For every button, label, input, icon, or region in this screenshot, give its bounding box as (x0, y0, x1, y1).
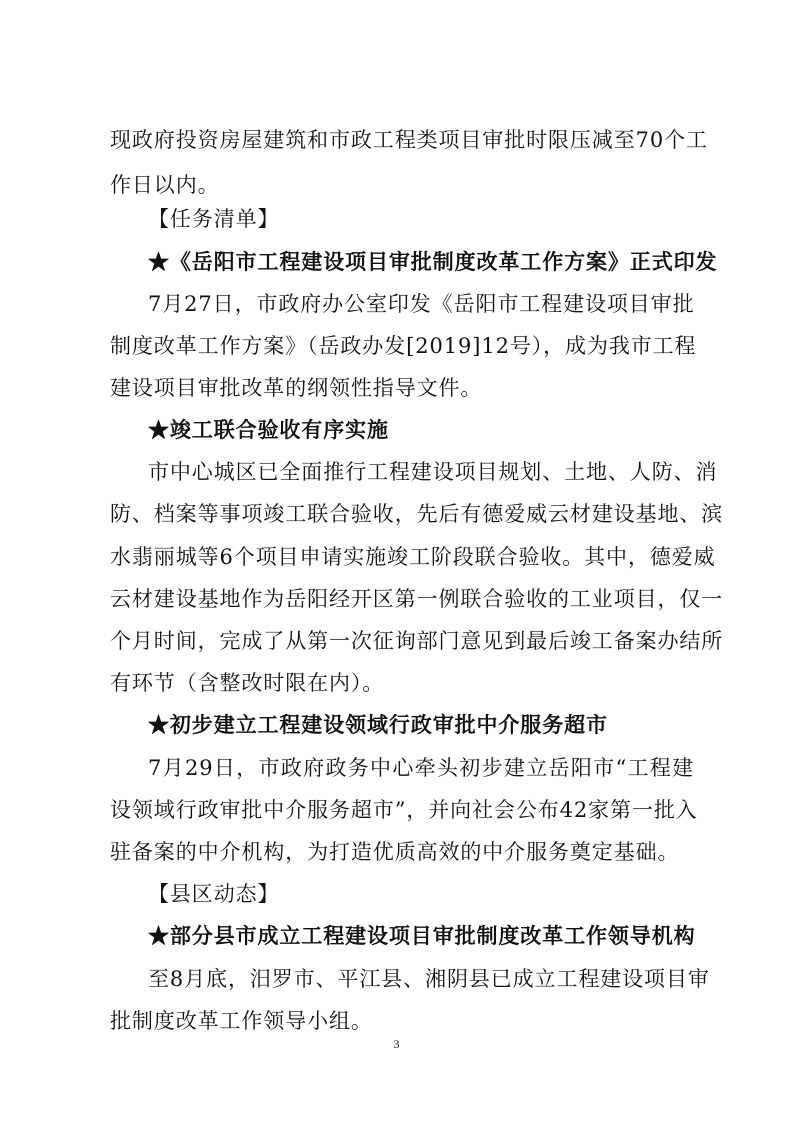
item-1-line-3: 建设项目审批改革的纲领性指导文件。 (110, 376, 483, 400)
item-2-line-2: 防、档案等事项竣工联合验收，先后有德爱威云材建设基地、滨 (110, 502, 724, 526)
item-1-line-2: 制度改革工作方案》（岳政办发[2019]12号），成为我市工程 (110, 334, 697, 358)
item-2-line-4: 云材建设基地作为岳阳经开区第一例联合验收的工业项目，仅一 (110, 587, 724, 611)
item-4-line-2: 批制度改革工作领导小组。 (110, 1009, 373, 1033)
item-4-line-1: 至8月底，汨罗市、平江县、湘阴县已成立工程建设项目审 (148, 967, 710, 991)
intro-line-1: 现政府投资房屋建筑和市政工程类项目审批时限压减至70个工 (110, 128, 708, 152)
item-3-line-2: 设领域行政审批中介服务超市”，并向社会公布42家第一批入 (110, 798, 698, 822)
item-1-line-1: 7月27日，市政府办公室印发《岳阳市工程建设项目审批 (148, 292, 695, 316)
item-2-line-5: 个月时间，完成了从第一次征询部门意见到最后竣工备案办结所 (110, 629, 724, 653)
item-2-line-6: 有环节（含整改时限在内）。 (110, 671, 385, 695)
item-3-line-3: 驻备案的中介机构，为打造优质高效的中介服务奠定基础。 (110, 840, 680, 864)
item-3-line-1: 7月29日，市政府政务中心牵头初步建立岳阳市“工程建 (148, 756, 694, 780)
section-heading-county: 【县区动态】 (148, 882, 280, 906)
item-2-line-3: 水翡丽城等6个项目申请实施竣工阶段联合验收。其中，德爱威 (110, 545, 716, 569)
page-number: 3 (393, 1037, 400, 1051)
item-heading-3: ★初步建立工程建设领域行政审批中介服务超市 (148, 712, 608, 737)
item-heading-2: ★竣工联合验收有序实施 (148, 417, 389, 442)
intro-line-2: 作日以内。 (110, 173, 220, 197)
item-heading-1: ★《岳阳市工程建设项目审批制度改革工作方案》正式印发 (148, 249, 718, 274)
section-heading-task-list: 【任务清单】 (148, 207, 280, 231)
item-heading-4: ★部分县市成立工程建设项目审批制度改革工作领导机构 (148, 923, 696, 948)
item-2-line-1: 市中心城区已全面推行工程建设项目规划、土地、人防、消 (148, 460, 718, 484)
